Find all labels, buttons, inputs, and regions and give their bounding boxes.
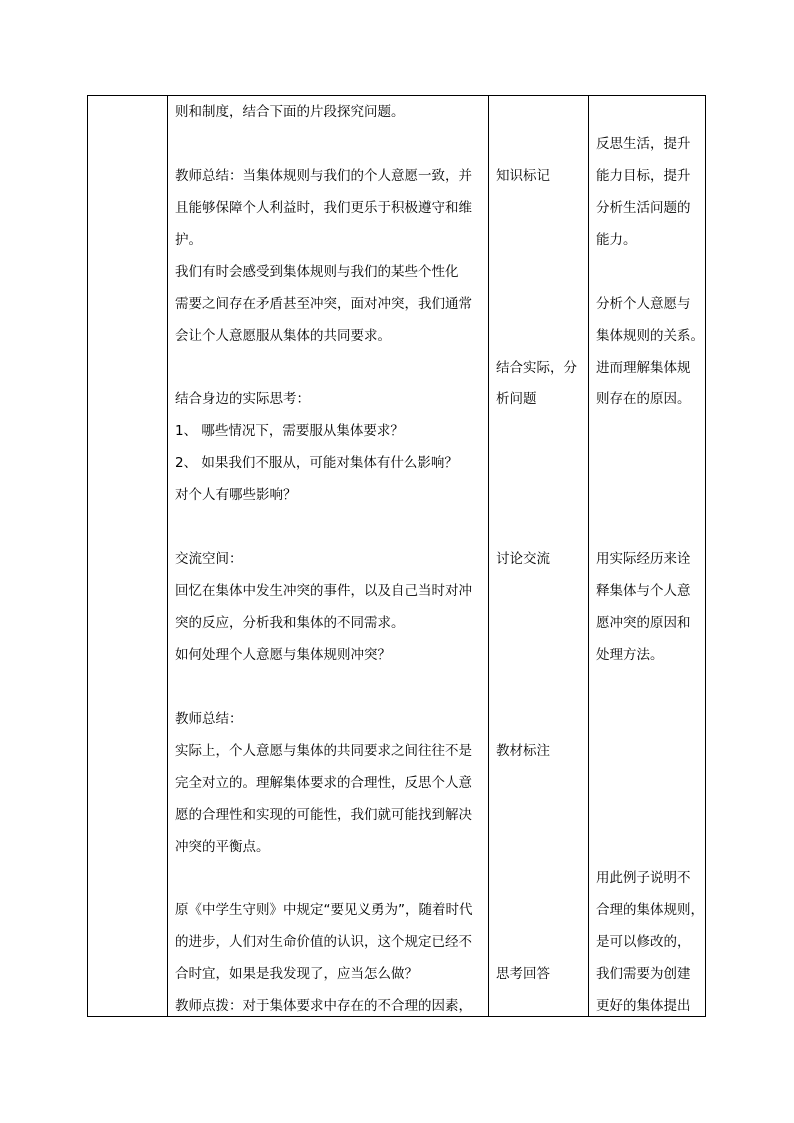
column-divider-2: [488, 96, 489, 1016]
activity-line: 知识标记: [496, 168, 550, 184]
intent-line: 是可以修改的，: [596, 934, 691, 950]
content-line: 教师总结：当集体规则与我们的个人意愿一致，并: [175, 168, 472, 184]
lesson-plan-table: [87, 95, 706, 1017]
column-divider-1: [167, 96, 168, 1016]
content-line: 实际上，个人意愿与集体的共同要求之间往往不是: [175, 743, 472, 759]
intent-line: 集体规则的关系。: [596, 328, 704, 344]
intent-line: 进而理解集体规: [596, 360, 691, 376]
intent-line: 更好的集体提出: [596, 998, 691, 1014]
content-line: 如何处理个人意愿与集体规则冲突？: [175, 647, 391, 663]
content-line: 教师点拨：对于集体要求中存在的不合理的因素，: [175, 998, 472, 1014]
intent-line: 用此例子说明不: [596, 870, 691, 886]
content-line: 2、 如果我们不服从，可能对集体有什么影响？: [175, 455, 458, 471]
intent-line: 我们需要为创建: [596, 966, 691, 982]
content-line: 的进步，人们对生命价值的认识，这个规定已经不: [175, 934, 472, 950]
intent-line: 能力目标，提升: [596, 168, 691, 184]
content-line: 突的反应，分析我和集体的不同需求。: [175, 615, 405, 631]
content-line: 对个人有哪些影响？: [175, 487, 297, 503]
activity-line: 教材标注: [496, 743, 550, 759]
intent-line: 分析个人意愿与: [596, 296, 691, 312]
content-line: 合时宜，如果是我发现了，应当怎么做？: [175, 966, 418, 982]
content-line: 交流空间：: [175, 551, 243, 567]
intent-line: 反思生活，提升: [596, 136, 691, 152]
intent-line: 合理的集体规则，: [596, 902, 704, 918]
activity-line: 析问题: [496, 391, 537, 407]
content-line: 冲突的平衡点。: [175, 839, 270, 855]
content-line: 我们有时会感受到集体规则与我们的某些个性化: [175, 264, 459, 280]
intent-line: 分析生活问题的: [596, 200, 691, 216]
content-line: 且能够保障个人利益时，我们更乐于积极遵守和维: [175, 200, 472, 216]
activity-line: 讨论交流: [496, 551, 550, 567]
activity-line: 思考回答: [496, 966, 550, 982]
content-line: 会让个人意愿服从集体的共同要求。: [175, 328, 391, 344]
intent-line: 愿冲突的原因和: [596, 615, 691, 631]
intent-line: 用实际经历来诠: [596, 551, 691, 567]
activity-line: 结合实际，分: [496, 360, 577, 376]
content-line: 需要之间存在矛盾甚至冲突，面对冲突，我们通常: [175, 296, 472, 312]
content-line: 结合身边的实际思考：: [175, 391, 310, 407]
content-line: 回忆在集体中发生冲突的事件，以及自己当时对冲: [175, 583, 472, 599]
intent-line: 能力。: [596, 232, 637, 248]
content-line: 教师总结：: [175, 711, 243, 727]
content-line: 愿的合理性和实现的可能性，我们就可能找到解决: [175, 807, 472, 823]
intent-line: 处理方法。: [596, 647, 664, 663]
content-line: 护。: [175, 232, 202, 248]
content-line: 1、 哪些情况下，需要服从集体要求？: [175, 423, 404, 439]
intent-line: 释集体与个人意: [596, 583, 691, 599]
content-line: 原《中学生守则》中规定“要见义勇为”，随着时代: [175, 902, 473, 918]
content-line: 则和制度，结合下面的片段探究问题。: [175, 104, 405, 120]
column-divider-3: [588, 96, 589, 1016]
content-line: 完全对立的。理解集体要求的合理性，反思个人意: [175, 775, 472, 791]
intent-line: 则存在的原因。: [596, 391, 691, 407]
